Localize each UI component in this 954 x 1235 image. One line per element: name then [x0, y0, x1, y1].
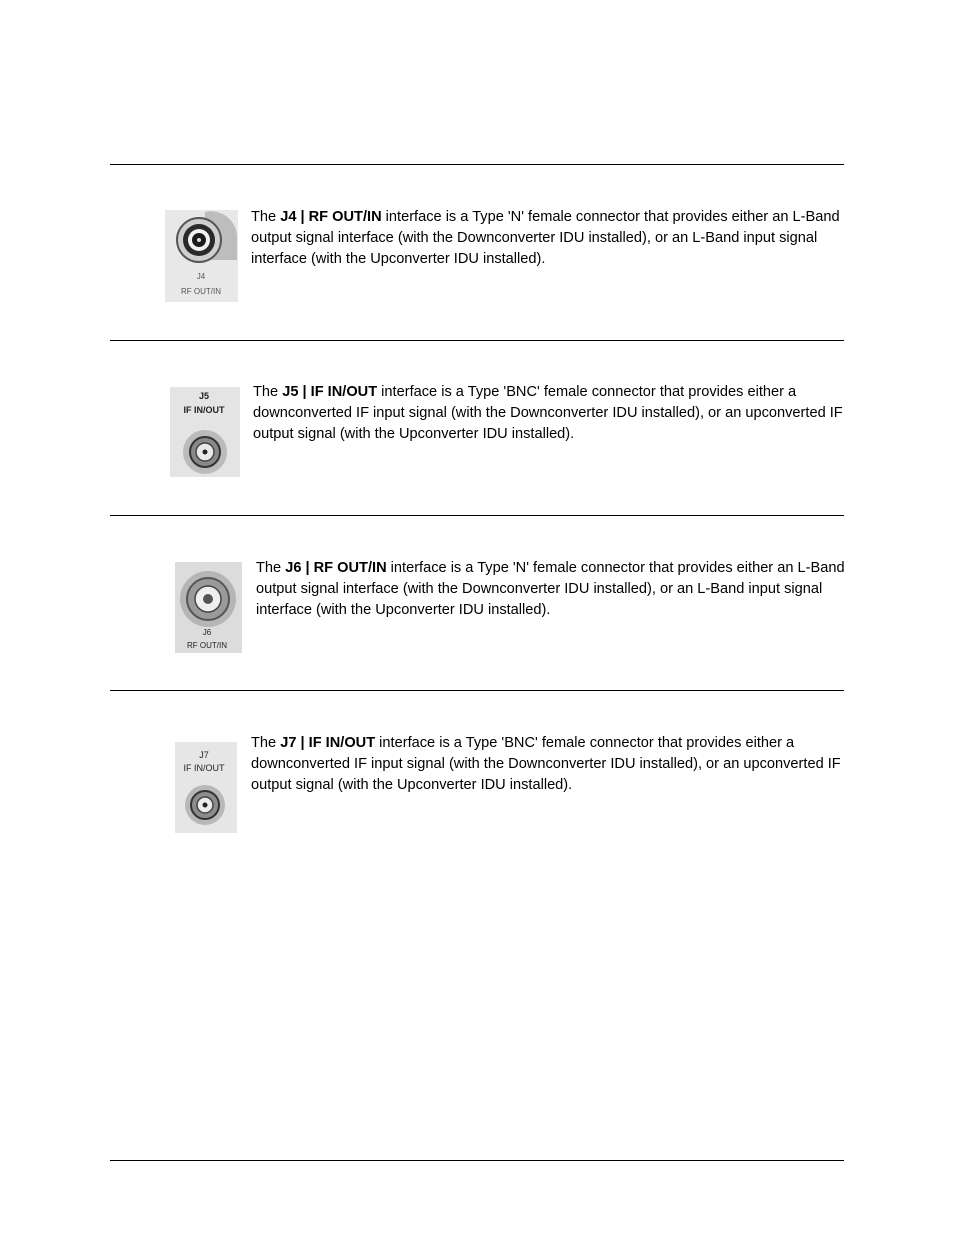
j4-connector-id: J4 — [280, 209, 297, 225]
j4-photo-label-id: J4 — [196, 272, 206, 281]
divider-top — [110, 164, 844, 165]
j6-connector-photo — [175, 562, 242, 653]
j4-photo-label-name: RF OUT/IN — [181, 287, 221, 296]
j7-connector-photo — [175, 742, 237, 833]
j5-photo-label-name: IF IN/OUT — [183, 405, 225, 415]
j4-connector-name: RF OUT/IN — [308, 209, 382, 225]
j5-connector-id: J5 — [282, 384, 299, 400]
j7-description: The J7 | IF IN/OUT interface is a Type 'BNC' female connector that provides either a downconverted IF input signal (with the Downconverter IDU installed), or an upconverted IF output signal (with the Upconverter IDU installed). — [251, 735, 841, 793]
j7-photo-label-name: IF IN/OUT — [183, 763, 225, 773]
j6-photo-label-name: RF OUT/IN — [187, 641, 227, 650]
j4-connector-photo — [165, 210, 238, 302]
divider-bottom — [110, 1160, 844, 1161]
divider-4 — [110, 690, 844, 691]
j7-connector-name: IF IN/OUT — [308, 735, 376, 751]
j4-description: The J4 | RF OUT/IN interface is a Type 'N' female connector that provides either an L-Band output signal interface (with the Downconverter IDU installed), or an L-Band input signal interface (with the Upconverter IDU installed). — [251, 209, 840, 267]
j6-connector-id: J6 — [285, 560, 302, 576]
divider-3 — [110, 515, 844, 516]
j7-photo-label-id: J7 — [199, 750, 209, 760]
j5-photo-label-id: J5 — [198, 391, 210, 401]
j5-description: The J5 | IF IN/OUT interface is a Type 'BNC' female connector that provides either a downconverted IF input signal (with the Downconverter IDU installed), or an upconverted IF output signal (with the Upconverter IDU installed). — [253, 384, 843, 442]
j6-description: The J6 | RF OUT/IN interface is a Type 'N' female connector that provides either an L-Band output signal interface (with the Downconverter IDU installed), or an L-Band input signal interface (with the Upconverter IDU installed). — [256, 560, 845, 618]
divider-2 — [110, 340, 844, 341]
j6-connector-name: RF OUT/IN — [313, 560, 387, 576]
j7-connector-id: J7 — [280, 735, 297, 751]
j6-photo-label-id: J6 — [202, 628, 212, 637]
j5-connector-photo — [170, 387, 240, 477]
j5-connector-name: IF IN/OUT — [310, 384, 378, 400]
